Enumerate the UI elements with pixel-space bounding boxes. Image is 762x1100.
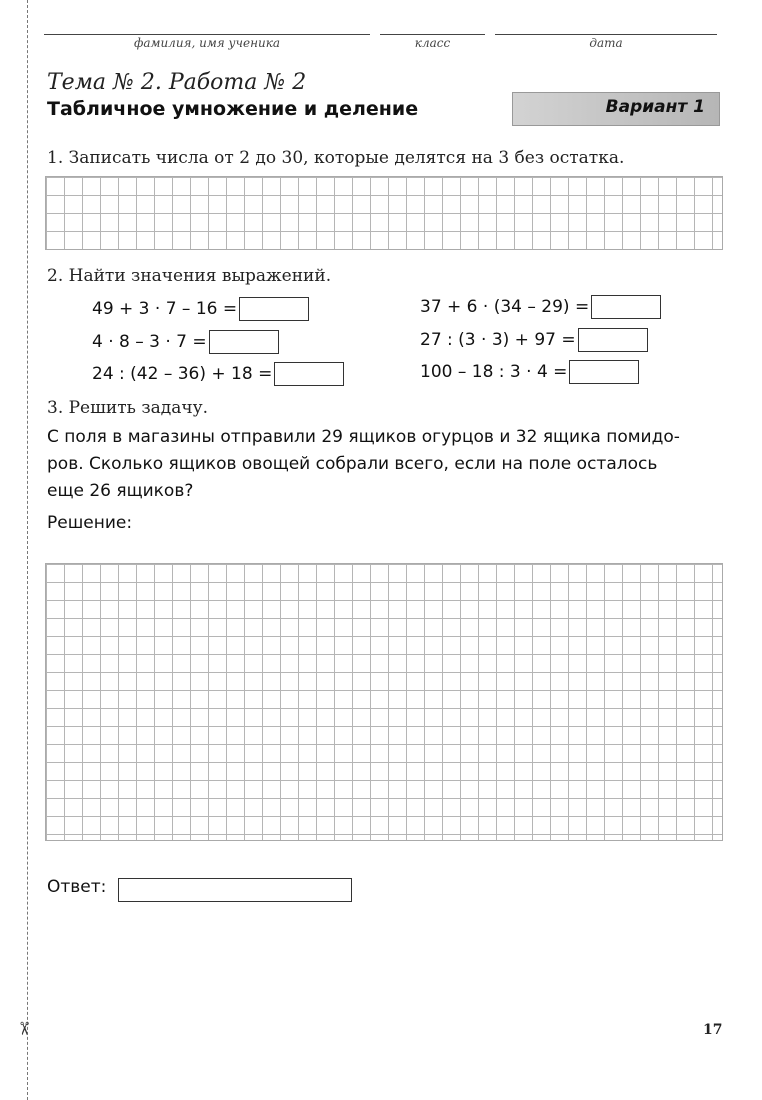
- student-name-line: [44, 34, 370, 35]
- task1-text: 1. Записать числа от 2 до 30, которые делятся на 3 без остатка.: [47, 148, 625, 168]
- scissors-icon: ✂: [13, 1020, 35, 1037]
- problem-text: [47, 424, 727, 505]
- answer-box[interactable]: [209, 330, 279, 354]
- date-line: [495, 34, 717, 35]
- expression-text: 37 + 6 · (34 – 29) =: [420, 297, 590, 317]
- worksheet-subtitle: Табличное умножение и деление: [47, 98, 419, 120]
- solution-grid[interactable]: [45, 563, 723, 841]
- class-line: [380, 34, 485, 35]
- class-label: класс: [414, 36, 451, 50]
- expression-5: [92, 362, 344, 386]
- expression-4: [420, 328, 648, 352]
- final-answer-box[interactable]: [118, 878, 352, 902]
- problem-line: еще 26 ящиков?: [47, 481, 194, 501]
- expression-2: [420, 295, 661, 319]
- answer-box[interactable]: [239, 297, 309, 321]
- expression-text: 49 + 3 · 7 – 16 =: [92, 299, 238, 319]
- problem-line: С поля в магазины отправили 29 ящиков огурцов и 32 ящика помидо-: [47, 427, 680, 447]
- expression-3: [92, 330, 279, 354]
- expression-1: [92, 297, 309, 321]
- expression-text: 27 : (3 · 3) + 97 =: [420, 330, 576, 350]
- problem-line: ров. Сколько ящиков овощей собрали всего, если на поле осталось: [47, 454, 658, 474]
- answer-box[interactable]: [591, 295, 661, 319]
- task2-text: 2. Найти значения выражений.: [47, 266, 332, 286]
- variant-badge: [512, 92, 720, 126]
- cut-line: [27, 0, 28, 1100]
- answer-box[interactable]: [569, 360, 639, 384]
- expression-text: 24 : (42 – 36) + 18 =: [92, 364, 273, 384]
- task1-grid[interactable]: [45, 176, 723, 250]
- expression-6: [420, 360, 639, 384]
- expression-text: 4 · 8 – 3 · 7 =: [92, 332, 207, 352]
- variant-label: Вариант 1: [605, 97, 705, 117]
- task3-text: 3. Решить задачу.: [47, 398, 208, 418]
- answer-box[interactable]: [274, 362, 344, 386]
- student-name-label: фамилия, имя ученика: [133, 36, 281, 50]
- answer-label: Ответ:: [47, 877, 107, 897]
- page-number: 17: [703, 1022, 723, 1038]
- solution-label: Решение:: [47, 513, 133, 533]
- answer-box[interactable]: [578, 328, 648, 352]
- date-label: дата: [589, 36, 623, 50]
- topic-title: Тема № 2. Работа № 2: [47, 70, 307, 95]
- expression-text: 100 – 18 : 3 · 4 =: [420, 362, 568, 382]
